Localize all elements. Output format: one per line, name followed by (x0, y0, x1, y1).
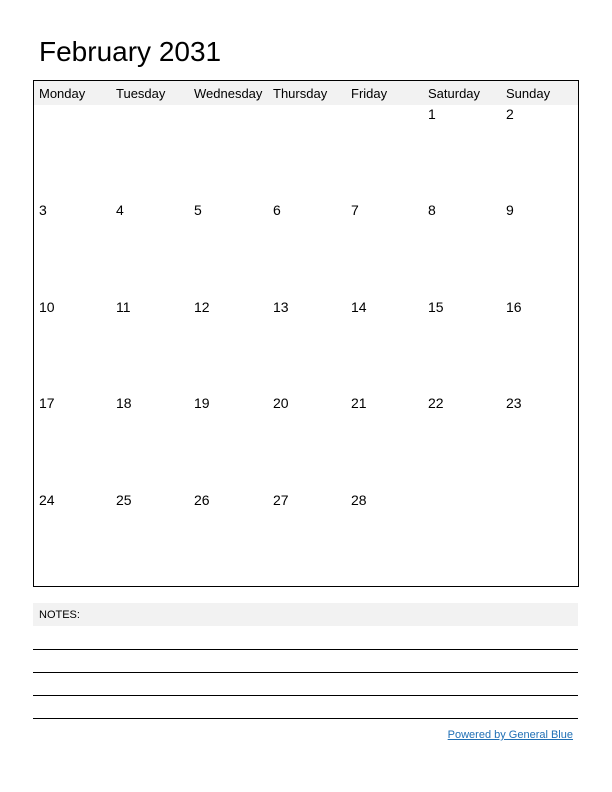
weekday-tuesday: Tuesday (116, 86, 166, 101)
day-cell (268, 298, 345, 394)
day-number: 23 (506, 395, 522, 411)
day-cell (189, 201, 266, 297)
day-number: 5 (194, 202, 202, 218)
day-number: 15 (428, 299, 444, 315)
notes-label: NOTES: (39, 609, 80, 621)
weekday-thursday: Thursday (273, 86, 328, 101)
day-number: 27 (273, 492, 289, 508)
day-cell (268, 394, 345, 490)
day-cell (34, 201, 111, 297)
day-number: 2 (506, 106, 514, 122)
day-number: 20 (273, 395, 289, 411)
day-cell (346, 491, 423, 587)
day-cell (423, 394, 500, 490)
day-number: 1 (428, 106, 436, 122)
notes-line (33, 649, 578, 650)
day-cell (501, 298, 578, 394)
day-number: 16 (506, 299, 522, 315)
day-number: 22 (428, 395, 444, 411)
page-title: February 2031 (39, 36, 222, 67)
day-number: 14 (351, 299, 367, 315)
day-cell (34, 298, 111, 394)
day-cell (501, 105, 578, 201)
day-number: 26 (194, 492, 210, 508)
powered-by-link[interactable]: Powered by General Blue (447, 729, 573, 741)
day-cell (34, 394, 111, 490)
day-cell (423, 491, 500, 587)
day-cell (346, 394, 423, 490)
weekday-sunday: Sunday (506, 86, 551, 101)
weekday-saturday: Saturday (428, 86, 481, 101)
day-cell (346, 105, 423, 201)
weekday-header-row (34, 81, 578, 105)
day-cell (423, 298, 500, 394)
day-cell (34, 491, 111, 587)
day-number: 10 (39, 299, 55, 315)
day-cell (268, 105, 345, 201)
day-number: 19 (194, 395, 210, 411)
day-cell (189, 491, 266, 587)
notes-line (33, 695, 578, 696)
calendar-grid (33, 80, 579, 587)
weekday-friday: Friday (351, 86, 388, 101)
day-cell (111, 105, 188, 201)
notes-header (33, 603, 578, 626)
day-number: 3 (39, 202, 47, 218)
day-number: 9 (506, 202, 514, 218)
day-number: 13 (273, 299, 289, 315)
day-cell (111, 201, 188, 297)
day-number: 7 (351, 202, 359, 218)
weekday-wednesday: Wednesday (194, 86, 263, 101)
day-cell (111, 491, 188, 587)
day-number: 8 (428, 202, 436, 218)
day-cell (268, 201, 345, 297)
day-number: 11 (116, 299, 131, 315)
day-cell (268, 491, 345, 587)
day-cell (501, 201, 578, 297)
notes-line (33, 718, 578, 719)
day-number: 4 (116, 202, 124, 218)
day-cell (501, 394, 578, 490)
day-number: 28 (351, 492, 367, 508)
day-cell (423, 201, 500, 297)
day-number: 12 (194, 299, 210, 315)
day-number: 25 (116, 492, 132, 508)
day-cell (189, 394, 266, 490)
day-cell (189, 298, 266, 394)
day-number: 17 (39, 395, 55, 411)
day-cell (501, 491, 578, 587)
notes-line (33, 672, 578, 673)
day-number: 24 (39, 492, 55, 508)
day-number: 21 (351, 395, 367, 411)
day-number: 6 (273, 202, 281, 218)
day-cell (346, 201, 423, 297)
day-number: 18 (116, 395, 132, 411)
weekday-monday: Monday (39, 86, 86, 101)
day-cell (189, 105, 266, 201)
day-cell (423, 105, 500, 201)
day-cell (34, 105, 111, 201)
day-cell (111, 298, 188, 394)
day-cell (111, 394, 188, 490)
day-cell (346, 298, 423, 394)
